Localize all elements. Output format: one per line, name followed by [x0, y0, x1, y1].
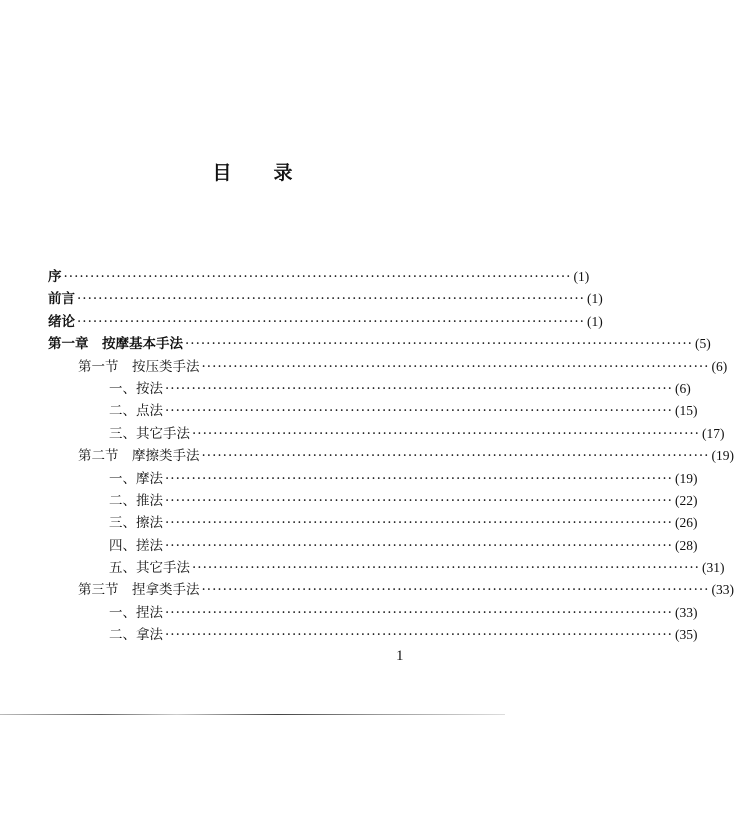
toc-entry: [48, 556, 725, 578]
leader-dots: ································································································: [165, 604, 673, 621]
table-of-contents: [48, 265, 734, 646]
leader-dots: ································································································: [165, 627, 673, 644]
leader-dots: ································································································: [185, 336, 693, 353]
page-title: [0, 158, 505, 185]
toc-page: (19): [711, 448, 734, 464]
leader-dots: ································································································: [63, 269, 572, 285]
scan-edge-line: [0, 714, 505, 715]
toc-entry: [48, 489, 698, 511]
leader-dots: ································································································: [201, 358, 710, 375]
page-number: 1: [396, 648, 404, 664]
toc-label: 二、点法: [109, 403, 163, 420]
toc-page: (19): [674, 470, 698, 486]
toc-label: 二、拿法: [109, 627, 163, 644]
leader-dots: ································································································: [165, 537, 673, 554]
toc-page: (33): [711, 582, 734, 598]
toc-label: 四、搓法: [109, 537, 163, 554]
toc-label: 第二节 摩擦类手法: [78, 448, 200, 465]
toc-page: (6): [711, 358, 728, 374]
leader-dots: ································································································: [165, 470, 673, 487]
toc-entry: [48, 265, 590, 287]
toc-entry: [48, 511, 698, 533]
leader-dots: ································································································: [165, 515, 673, 532]
toc-entry: [48, 444, 734, 466]
toc-page: (1): [573, 269, 590, 284]
toc-entry: [48, 623, 698, 645]
toc-entry: [48, 467, 698, 489]
toc-entry: [48, 399, 698, 421]
toc-label: 二、推法: [109, 492, 163, 509]
toc-page: (6): [674, 380, 691, 396]
toc-label: 第一节 按压类手法: [78, 358, 200, 375]
leader-dots: ································································································: [201, 448, 710, 465]
toc-page: (31): [701, 560, 725, 576]
toc-label: 三、其它手法: [109, 425, 190, 442]
toc-page: (17): [701, 425, 725, 441]
toc-entry: [48, 578, 734, 600]
toc-page: (15): [674, 403, 698, 419]
toc-label: 五、其它手法: [109, 560, 190, 577]
leader-dots: ································································································: [192, 560, 700, 577]
toc-page: (26): [674, 515, 698, 531]
toc-entry: [48, 534, 698, 556]
leader-dots: ································································································: [201, 582, 710, 599]
toc-page: (28): [674, 537, 698, 553]
toc-entry: [48, 355, 728, 377]
title-char-2: 录: [273, 162, 293, 184]
toc-entry: [48, 287, 603, 309]
leader-dots: ································································································: [165, 380, 673, 397]
toc-entry: [48, 310, 603, 332]
toc-page: (22): [674, 492, 698, 508]
leader-dots: ································································································: [165, 403, 673, 420]
toc-label: 序: [48, 269, 62, 285]
toc-page: (35): [674, 627, 698, 643]
toc-label: 第三节 捏拿类手法: [78, 582, 200, 599]
leader-dots: ································································································: [192, 425, 700, 442]
toc-label: 一、捏法: [109, 604, 163, 621]
toc-label: 绪论: [48, 313, 75, 330]
toc-page: (1): [586, 291, 603, 307]
leader-dots: ································································································: [77, 313, 585, 330]
title-char-1: 目: [212, 162, 232, 184]
toc-entry: [48, 422, 725, 444]
toc-page: (33): [674, 604, 698, 620]
toc-label: 第一章 按摩基本手法: [48, 336, 183, 353]
toc-page: (5): [694, 336, 711, 352]
leader-dots: ································································································: [77, 291, 585, 308]
toc-label: 一、按法: [109, 380, 163, 397]
toc-label: 三、擦法: [109, 515, 163, 532]
toc-entry: [48, 601, 698, 623]
leader-dots: ································································································: [165, 492, 673, 509]
toc-label: 一、摩法: [109, 470, 163, 487]
toc-label: 前言: [48, 291, 75, 308]
toc-page: (1): [586, 313, 603, 329]
toc-entry: [48, 332, 711, 354]
toc-entry: [48, 377, 691, 399]
